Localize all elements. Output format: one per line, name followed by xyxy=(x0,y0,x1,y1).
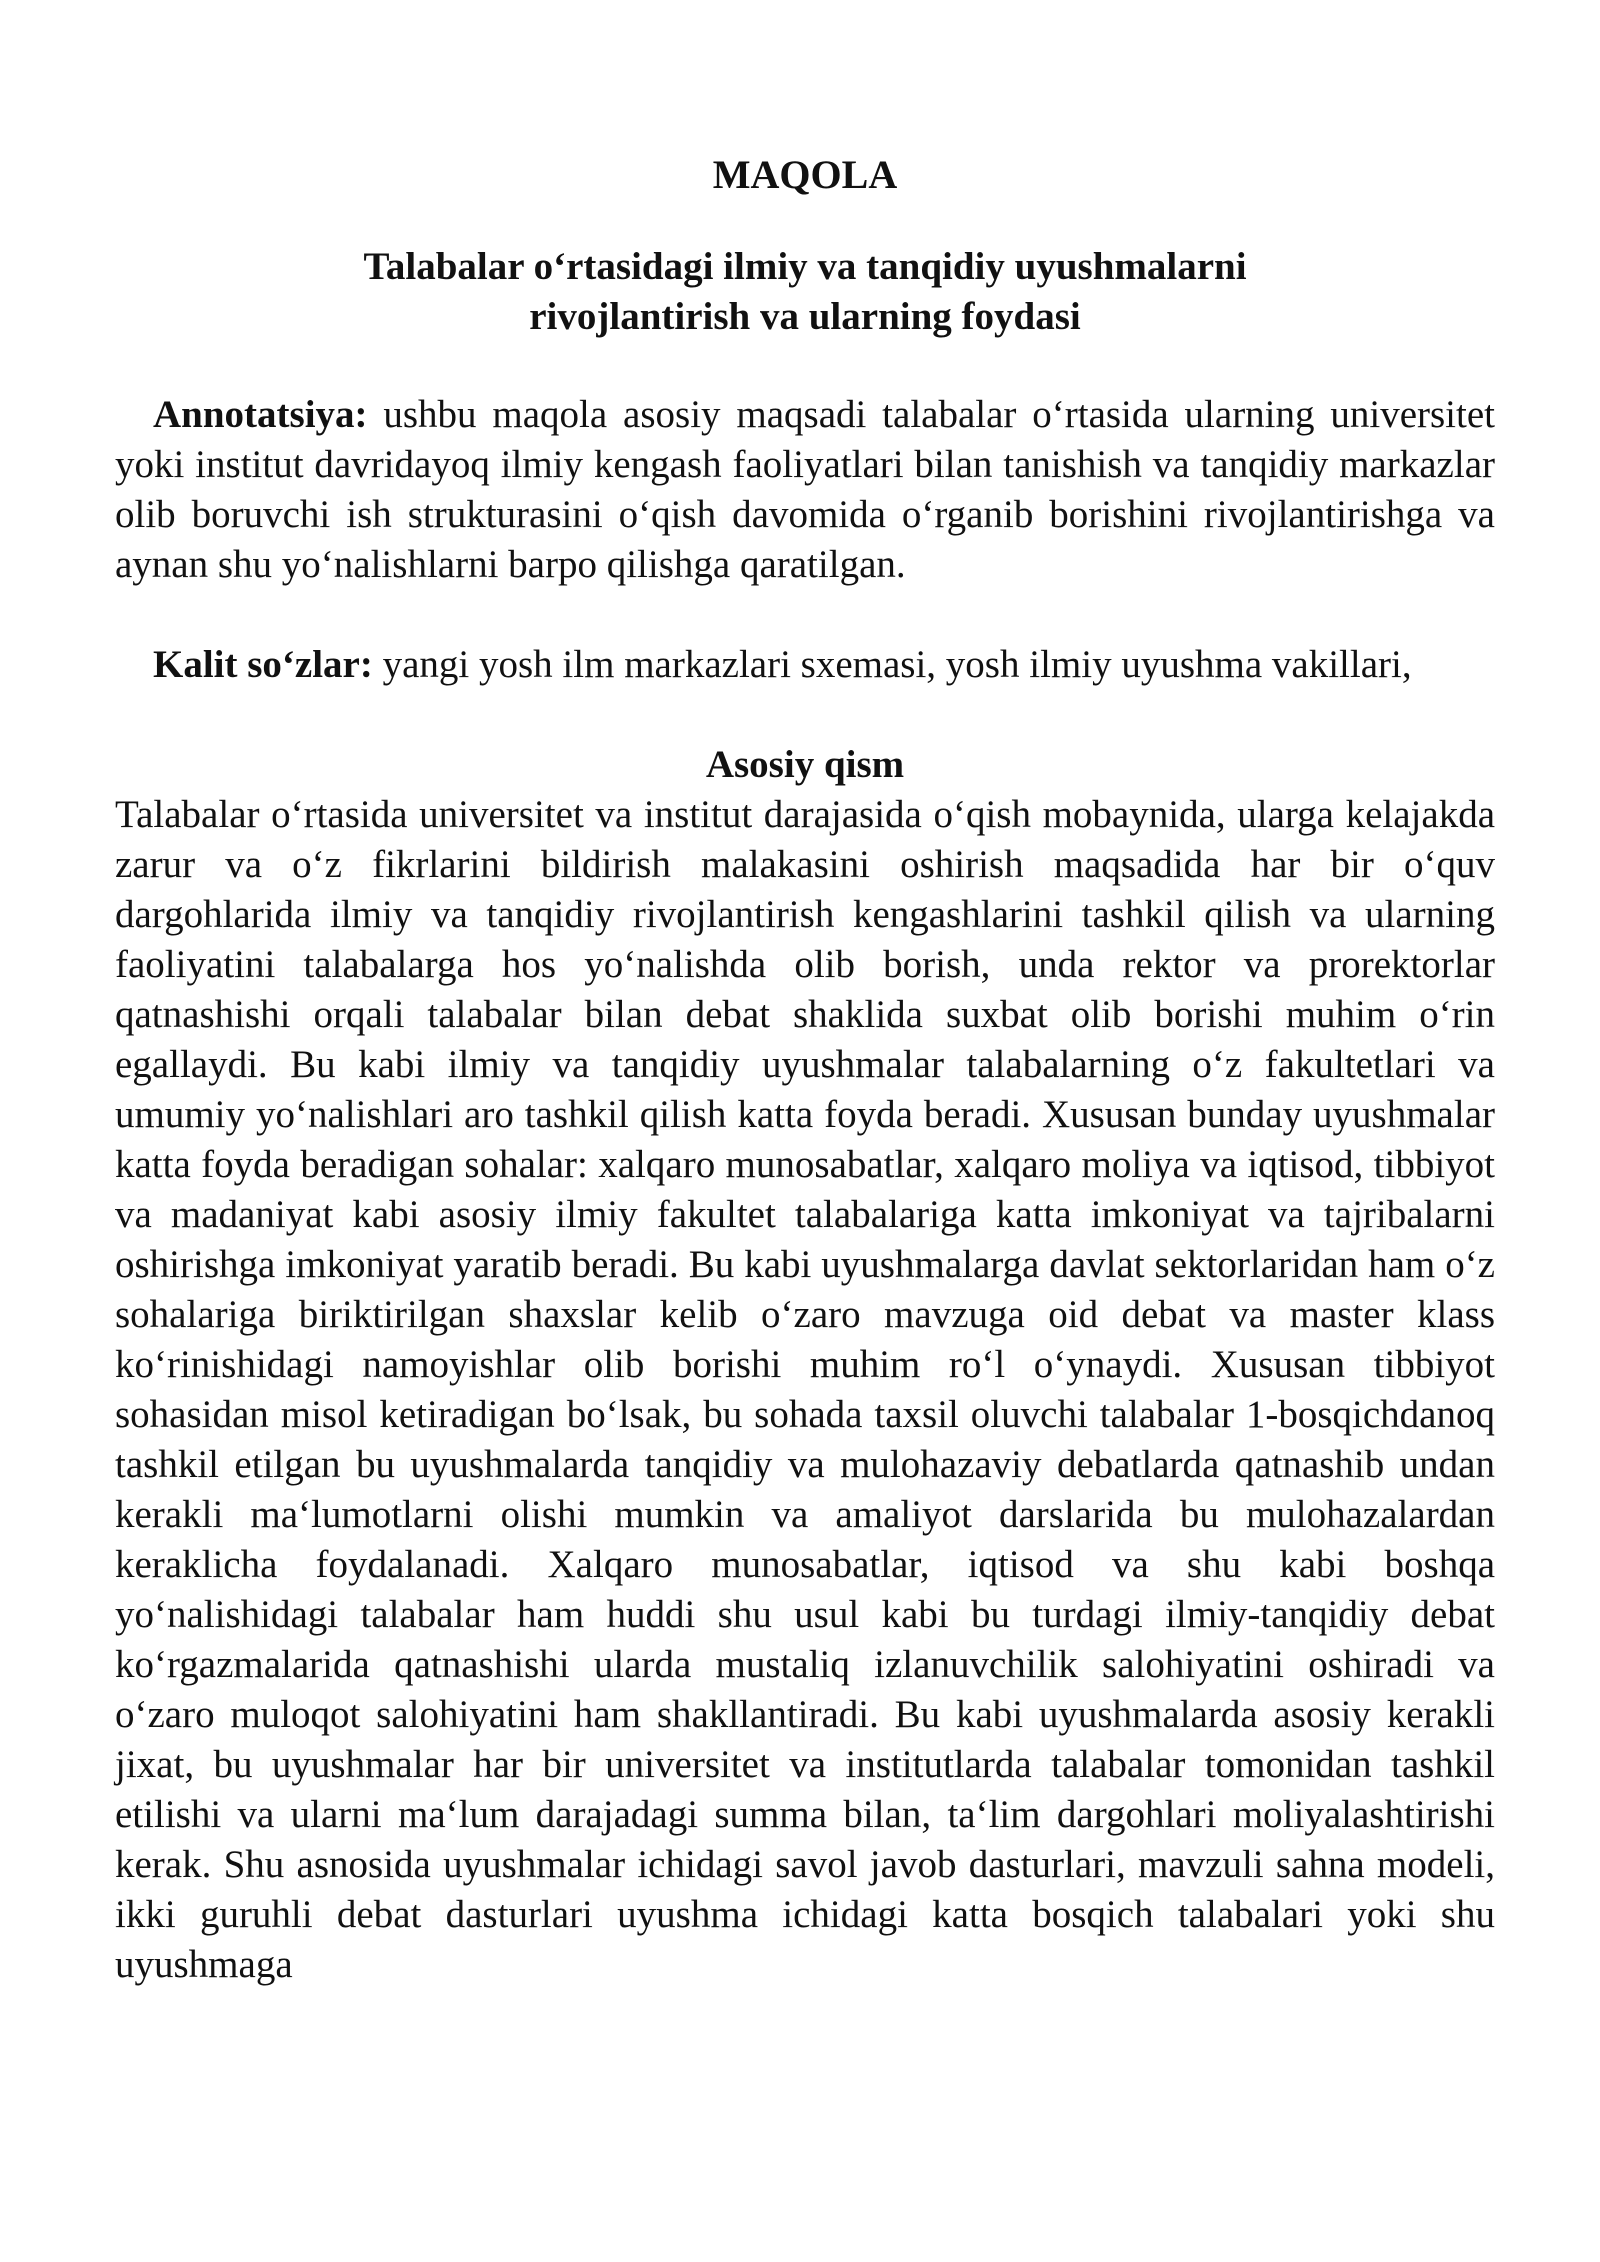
abstract-text: ushbu maqola asosiy maqsadi talabalar o‘rtasida ularning universitet yoki institut davridayoq ilmiy kengash faoliyatlari bilan tanishish va tanqidiy markazlar olib boruvchi ish strukturasini o‘qish davomida o‘rganib borishini rivojlantirishga va aynan shu yo‘nalishlarni barpo qilishga qaratilgan. xyxy=(115,393,1495,586)
article-title-line-1: Talabalar o‘rtasidagi ilmiy va tanqidiy uyushmalarni xyxy=(363,245,1247,288)
abstract-label: Annotatsiya: xyxy=(153,393,368,436)
keywords-text: yangi yosh ilm markazlari sxemasi, yosh ilmiy uyushma vakillari, xyxy=(372,643,1412,686)
body-paragraph: Talabalar o‘rtasida universitet va institut darajasida o‘qish mobaynida, ularga kelajakda zarur va o‘z fikrlarini bildirish malakasini oshirish maqsadida har bir o‘quv dargohlarida ilmiy va tanqidiy rivojlantirish kengashlarini tashkil qilish va ularning faoliyatini talabalarga hos yo‘nalishda olib borish, unda rektor va prorektorlar qatnashishi orqali talabalar bilan debat shaklida suxbat olib borishi muhim o‘rin egallaydi. Bu kabi ilmiy va tanqidiy uyushmalar talabalarning o‘z fakultetlari va umumiy yo‘nalishlari aro tashkil qilish katta foyda beradi. Xususan bunday uyushmalar katta foyda beradigan sohalar: xalqaro munosabatlar, xalqaro moliya va iqtisod, tibbiyot va madaniyat kabi asosiy ilmiy fakultet talabalariga katta imkoniyat va tajribalarni oshirishga imkoniyat yaratib beradi. Bu kabi uyushmalarga davlat sektorlaridan ham o‘z sohalariga biriktirilgan shaxslar kelib o‘zaro mavzuga oid debat va master klass ko‘rinishidagi namoyishlar olib borishi muhim ro‘l o‘ynaydi. Xususan tibbiyot sohasidan misol ketiradigan bo‘lsak, bu sohada taxsil oluvchi talabalar 1-bosqichdanoq tashkil etilgan bu uyushmalarda tanqidiy va mulohazaviy debatlarda qatnashib undan kerakli ma‘lumotlarni olishi mumkin va amaliyot darslarida bu mulohazalardan keraklicha foydalanadi. Xalqaro munosabatlar, iqtisod va shu kabi boshqa yo‘nalishidagi talabalar ham huddi shu usul kabi bu turdagi ilmiy-tanqidiy debat ko‘rgazmalarida qatnashishi ularda mustaliq izlanuvchilik salohiyatini oshiradi va o‘zaro muloqot salohiyatini ham shakllantiradi. Bu kabi uyushmalarda asosiy kerakli jixat, bu uyushmalar har bir universitet va institutlarda talabalar tomonidan tashkil etilishi va ularni ma‘lum darajadagi summa bilan, ta‘lim dargohlari moliyalashtirishi kerak. Shu asnosida uyushmalar ichidagi savol javob dasturlari, mavzuli sahna modeli, ikki guruhli debat dasturlari uyushma ichidagi katta bosqich talabalari yoki shu uyushmaga xyxy=(115,793,1495,1986)
keywords-label: Kalit so‘zlar: xyxy=(153,643,373,686)
article-title xyxy=(115,242,1495,342)
document-page xyxy=(115,150,1495,1990)
abstract-paragraph xyxy=(115,390,1495,590)
section-heading: Asosiy qism xyxy=(705,743,905,786)
article-title-line-2: rivojlantirish va ularning foydasi xyxy=(529,295,1081,338)
document-type-heading: MAQOLA xyxy=(712,152,898,197)
keywords-paragraph xyxy=(115,640,1495,690)
